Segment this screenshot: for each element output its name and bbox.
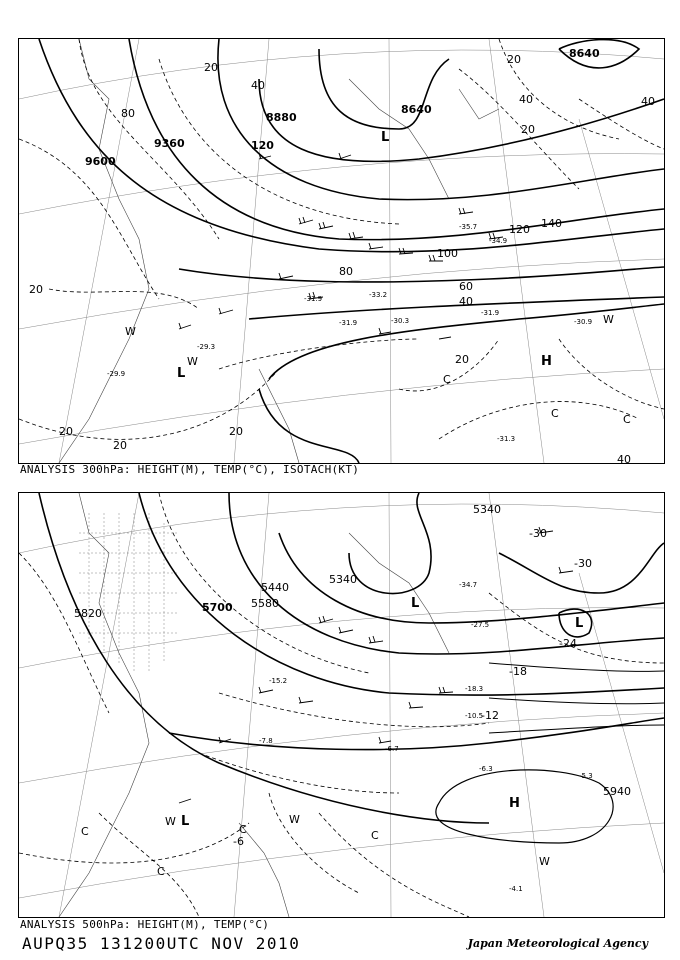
height-label: 5580 <box>251 597 279 610</box>
isotach-label: 40 <box>641 95 655 108</box>
temperature-label: -34.7 <box>459 581 478 589</box>
isotach-label: 20 <box>521 123 535 136</box>
height-label: 8880 <box>266 111 297 124</box>
warm-symbol: W <box>539 855 550 868</box>
height-label: 9360 <box>154 137 185 150</box>
low-symbol: L <box>177 366 186 381</box>
isotach-label: 40 <box>519 93 533 106</box>
height-labels <box>85 47 600 168</box>
temperature-label: -10.5 <box>465 712 484 720</box>
cold-symbol: C <box>157 865 165 878</box>
hatched-region <box>79 513 179 673</box>
high-symbol: H <box>509 796 520 811</box>
cold-symbol: C <box>371 829 379 842</box>
isotach-label: 20 <box>204 61 218 74</box>
temperature-label: -30.9 <box>574 318 593 326</box>
isotach-label: 20 <box>29 283 43 296</box>
height-label: 8640 <box>401 103 432 116</box>
height-contours <box>39 39 664 463</box>
temperature-label: -18.3 <box>465 685 484 693</box>
height-label: 5340 <box>329 573 357 586</box>
temperature-label: -29.9 <box>107 370 126 378</box>
temperature-label: -31.3 <box>497 435 516 443</box>
temperature-contour-label: -30 <box>529 527 547 540</box>
height-label: 5340 <box>473 503 501 516</box>
map-300hpa <box>18 38 665 464</box>
height-labels <box>74 503 631 798</box>
temperature-contour-label: -24 <box>559 637 577 650</box>
agency-name: Japan Meteorological Agency <box>467 937 648 950</box>
low-symbol: L <box>381 130 390 145</box>
isotach-label: 120 <box>251 139 274 152</box>
isotach-label: 80 <box>121 107 135 120</box>
high-symbol: H <box>541 354 552 369</box>
temperature-contour-label: -30 <box>574 557 592 570</box>
isotach-label: 40 <box>459 295 473 308</box>
map-300hpa-canvas <box>19 39 664 463</box>
low-symbol: L <box>411 596 420 611</box>
isotach-label: 40 <box>617 453 631 463</box>
graticule <box>19 493 664 917</box>
temperature-label: -34.9 <box>489 237 508 245</box>
isotach-label: 20 <box>113 439 127 452</box>
temperature-label: -6.3 <box>479 765 493 773</box>
temperature-label: -7.8 <box>259 737 273 745</box>
temperature-label: -31.9 <box>481 309 500 317</box>
isotach-label: 80 <box>339 265 353 278</box>
temperature-label: -31.9 <box>304 295 323 303</box>
height-label: 9600 <box>85 155 116 168</box>
isotach-label: 100 <box>437 247 458 260</box>
temperature-label: -5.3 <box>579 772 593 780</box>
temperature-label: -31.9 <box>339 319 358 327</box>
caption-500hpa: ANALYSIS 500hPa: HEIGHT(M), TEMP(°C) <box>20 918 270 931</box>
warm-symbol: W <box>187 355 198 368</box>
cold-symbol: C <box>623 413 631 426</box>
warm-symbol: W <box>603 313 614 326</box>
height-label: 5940 <box>603 785 631 798</box>
temperature-label: -6.7 <box>385 745 399 753</box>
low-symbol: L <box>575 616 584 631</box>
cold-symbol: C <box>443 373 451 386</box>
temperature-label: -29.3 <box>197 343 216 351</box>
temperature-label: -35.7 <box>459 223 478 231</box>
cold-symbol: C <box>239 823 247 836</box>
temperature-label: -15.2 <box>269 677 288 685</box>
temperature-contour-label: -6 <box>233 835 244 848</box>
height-label: 5700 <box>202 601 233 614</box>
height-label: 5440 <box>261 581 289 594</box>
temperature-label: -4.1 <box>509 885 523 893</box>
warm-symbol: W <box>125 325 136 338</box>
isotach-label: 120 <box>509 223 530 236</box>
cold-symbol: C <box>551 407 559 420</box>
temperature-label: -33.2 <box>369 291 388 299</box>
temperature-label: -27.5 <box>471 621 490 629</box>
isotherms <box>19 493 664 917</box>
warm-symbol: W <box>289 813 300 826</box>
bulletin-code: AUPQ35 131200UTC NOV 2010 <box>22 934 301 953</box>
isotach-label: 20 <box>59 425 73 438</box>
caption-300hpa: ANALYSIS 300hPa: HEIGHT(M), TEMP(°C), ISOTACH(KT) <box>20 463 360 476</box>
temperature-contour-label: -12 <box>481 709 499 722</box>
map-500hpa-canvas <box>19 493 664 917</box>
isotach-label: 20 <box>507 53 521 66</box>
isotach-label: 40 <box>251 79 265 92</box>
isotach-label: 20 <box>229 425 243 438</box>
temperature-labels <box>107 223 592 443</box>
low-symbol: L <box>181 814 190 829</box>
isotach-label: 20 <box>455 353 469 366</box>
isotach-label: 60 <box>459 280 473 293</box>
warm-symbol: W <box>165 815 176 828</box>
isotach-label: 140 <box>541 217 562 230</box>
temperature-label: -30.3 <box>391 317 410 325</box>
temperature-contour-label: -18 <box>509 665 527 678</box>
height-label: 5820 <box>74 607 102 620</box>
height-label: 8640 <box>569 47 600 60</box>
cold-symbol: C <box>81 825 89 838</box>
wind-barbs <box>179 153 503 339</box>
map-500hpa <box>18 492 665 918</box>
